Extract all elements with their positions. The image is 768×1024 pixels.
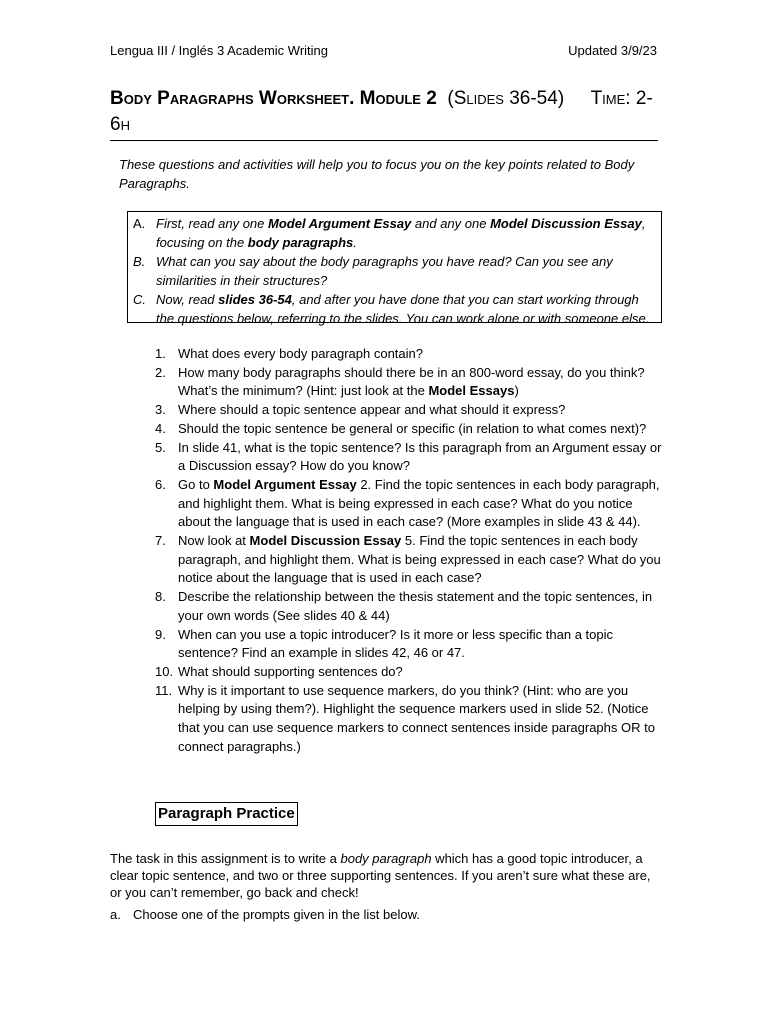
question-bold: Model Essays — [428, 383, 515, 399]
title-main: Body Paragraphs Worksheet. Module 2 — [110, 88, 437, 109]
list-item — [155, 401, 665, 420]
question-number: 8. — [155, 589, 166, 605]
task-italic: body paragraph — [340, 851, 432, 866]
list-item — [155, 626, 665, 663]
instruction-a — [133, 214, 653, 252]
list-item — [155, 532, 665, 588]
step-letter: a. — [110, 907, 121, 922]
instruction-letter: A. — [133, 216, 146, 231]
list-item — [155, 588, 665, 625]
header-updated-date: Updated 3/9/23 — [568, 43, 657, 58]
instruction-c — [133, 290, 653, 328]
task-text: which has a good topic introducer, a clear topic sentence, and two or three supporting sentences. If you aren’t sure what these are, or you can’t remember, go back and check! — [110, 851, 651, 900]
question-number: 3. — [155, 402, 166, 418]
list-item — [155, 682, 665, 757]
question-number: 6. — [155, 476, 166, 492]
worksheet-title — [110, 86, 658, 141]
question-text: In slide 41, what is the topic sentence? Is this paragraph from an Argument essay or a Discussion essay? How do you know? — [178, 439, 662, 474]
list-item — [155, 439, 665, 476]
question-text: 2. Find the topic sentences in each body paragraph, and highlight them. What is being expressed in each case? What do you notice about the language that is used in each case? (More examples in slide 43 & 44). — [178, 476, 660, 530]
instruction-bold: slides 36-54 — [218, 292, 292, 307]
list-item — [155, 364, 665, 401]
instruction-text: and any one — [411, 216, 491, 231]
question-text: When can you use a topic introducer? Is it more or less specific than a topic sentence? Find an example in slides 42, 46 or 47. — [178, 626, 613, 661]
title-slides: (Slides 36-54) — [447, 88, 565, 109]
question-text: Describe the relationship between the thesis statement and the topic sentences, in your own words (See slides 40 & 44) — [178, 589, 653, 623]
question-list — [155, 345, 665, 756]
list-item — [155, 476, 665, 532]
instructions-box — [127, 211, 662, 326]
title-time: Time: 2-6h — [110, 88, 653, 135]
question-number: 4. — [155, 420, 166, 436]
instruction-bold: Model Discussion Essay — [490, 216, 642, 231]
question-number: 7. — [155, 533, 166, 549]
step-a — [110, 907, 420, 922]
question-number: 1. — [155, 346, 166, 361]
practice-heading: Paragraph Practice — [155, 802, 298, 826]
list-item — [155, 345, 665, 364]
question-text: Where should a topic sentence appear and what should it express? — [178, 402, 566, 418]
instruction-text: , focusing on the — [156, 216, 646, 250]
instruction-text: Now, read — [156, 292, 219, 307]
question-number: 2. — [155, 364, 166, 380]
question-text: What does every body paragraph contain? — [178, 346, 423, 361]
question-text: 5. Find the topic sentences in each body paragraph, and highlight them. What is being expressed in each case? What do you notice about the language that is used in each case? — [178, 533, 661, 586]
list-item — [155, 663, 665, 682]
question-bold: Model Discussion Essay — [249, 533, 402, 549]
question-text: Should the topic sentence be general or specific (in relation to what comes next)? — [178, 420, 647, 436]
task-description — [110, 850, 660, 901]
question-number: 5. — [155, 439, 166, 455]
instruction-bold: Model Argument Essay — [268, 216, 412, 231]
list-item — [155, 420, 665, 439]
instruction-text: First, read any one — [156, 216, 268, 231]
intro-text: These questions and activities will help you to focus you on the key points related to Body Paragraphs. — [119, 157, 635, 191]
question-text: How many body paragraphs should there be in an 800-word essay, do you think? What’s the minimum? (Hint: just look at the — [178, 364, 645, 399]
question-text: ) — [514, 383, 519, 399]
question-text: What should supporting sentences do? — [178, 663, 403, 679]
instruction-text: What can you say about the body paragraphs you have read? Can you see any similarities in their structures? — [156, 254, 613, 288]
step-text: Choose one of the prompts given in the list below. — [133, 907, 420, 922]
question-number: 11. — [155, 682, 173, 698]
instruction-text: . — [353, 235, 357, 250]
instruction-text: , and after you have done that you can start working through the questions below, referring to the slides. You can work alone or with someone else. — [156, 292, 650, 326]
task-text: The task in this assignment is to write a — [110, 851, 341, 866]
question-bold: Model Argument Essay — [213, 476, 357, 492]
question-number: 9. — [155, 626, 166, 642]
instruction-b — [133, 252, 653, 290]
header-course: Lengua III / Inglés 3 Academic Writing — [110, 43, 328, 58]
question-text: Now look at — [178, 533, 250, 549]
question-text: Go to — [178, 476, 214, 492]
instruction-letter: C. — [133, 292, 146, 307]
instruction-letter: B. — [133, 254, 146, 269]
question-number: 10. — [155, 663, 174, 679]
instruction-bold: body paragraphs — [247, 235, 354, 250]
question-text: Why is it important to use sequence markers, do you think? (Hint: who are you helping by using them?). Highlight the sequence markers used in slide 52. (Notice that you can use sequence markers to connect sentences inside paragraphs OR to connect paragraphs.) — [178, 682, 655, 754]
